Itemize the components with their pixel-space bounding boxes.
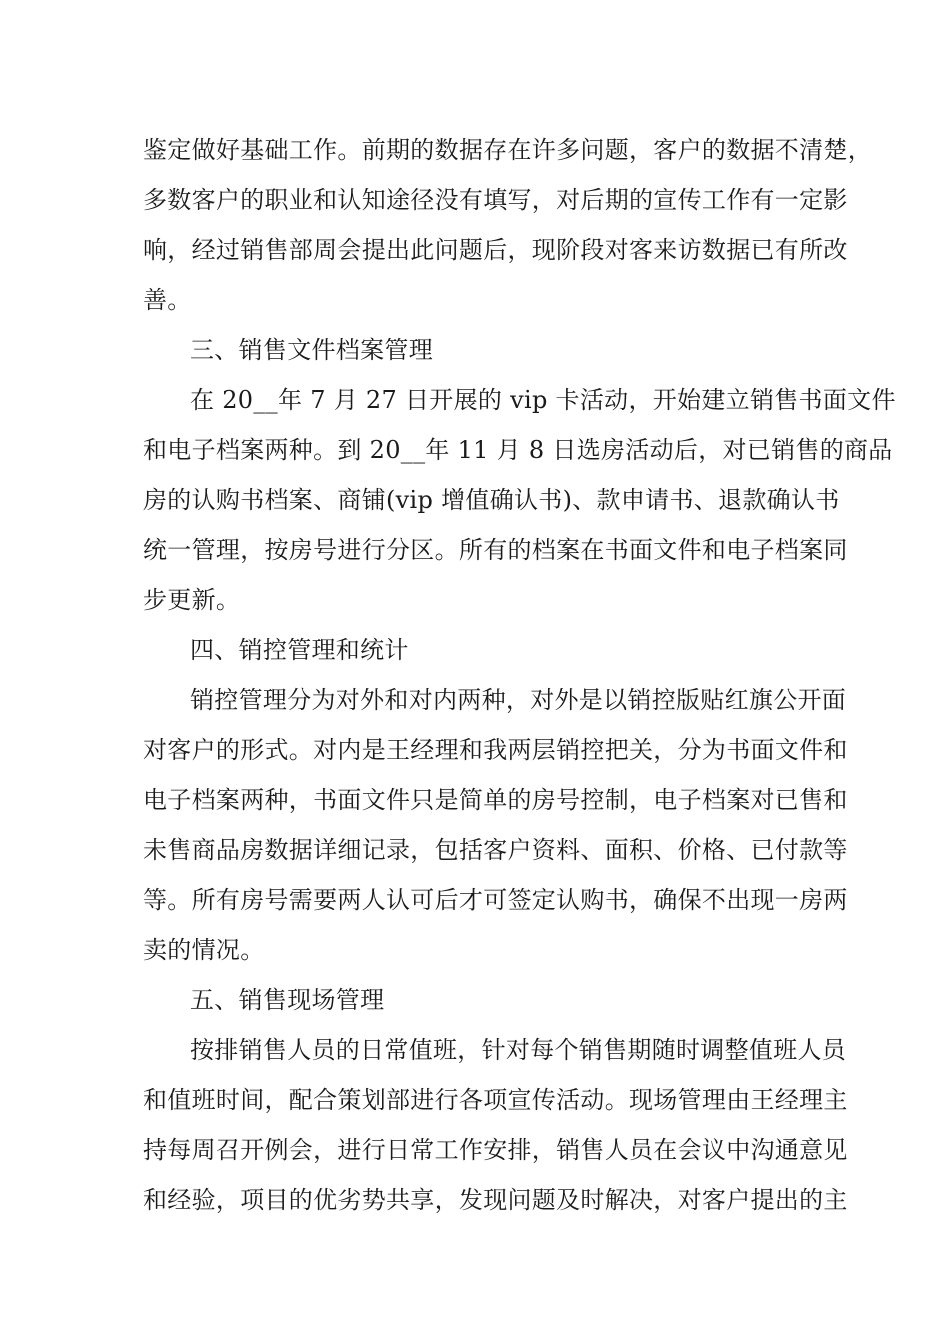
paragraph-line: 销控管理分为对外和对内两种，对外是以销控版贴红旗公开面 <box>190 686 847 714</box>
paragraph-line: 统一管理，按房号进行分区。所有的档案在书面文件和电子档案同 <box>143 536 848 564</box>
paragraph-line: 和值班时间，配合策划部进行各项宣传活动。现场管理由王经理主 <box>143 1086 848 1114</box>
paragraph-line: 和经验，项目的优劣势共享，发现问题及时解决，对客户提出的主 <box>143 1186 848 1214</box>
paragraph-line: 按排销售人员的日常值班，针对每个销售期随时调整值班人员 <box>190 1036 847 1064</box>
paragraph-line: 等。所有房号需要两人认可后才可签定认购书，确保不出现一房两 <box>143 886 848 914</box>
paragraph-line: 对客户的形式。对内是王经理和我两层销控把关，分为书面文件和 <box>143 736 848 764</box>
paragraph-line: 步更新。 <box>143 586 241 614</box>
section-heading: 三、销售文件档案管理 <box>190 336 433 364</box>
paragraph-line: 持每周召开例会，进行日常工作安排，销售人员在会议中沟通意见 <box>143 1136 848 1164</box>
section-heading: 四、销控管理和统计 <box>190 636 409 664</box>
paragraph-line: 未售商品房数据详细记录，包括客户资料、面积、价格、已付款等 <box>143 836 848 864</box>
paragraph-line: 电子档案两种，书面文件只是简单的房号控制，电子档案对已售和 <box>143 786 848 814</box>
paragraph-line: 在 20__年 7 月 27 日开展的 vip 卡活动，开始建立销售书面文件 <box>190 386 896 414</box>
section-heading: 五、销售现场管理 <box>190 986 385 1014</box>
paragraph-line: 多数客户的职业和认知途径没有填写，对后期的宣传工作有一定影 <box>143 186 848 214</box>
paragraph-line: 响，经过销售部周会提出此问题后，现阶段对客来访数据已有所改 <box>143 236 848 264</box>
paragraph-line: 鉴定做好基础工作。前期的数据存在许多问题，客户的数据不清楚， <box>143 136 872 164</box>
paragraph-line: 卖的情况。 <box>143 936 265 964</box>
paragraph-line: 善。 <box>143 286 192 314</box>
paragraph-line: 和电子档案两种。到 20__年 11 月 8 日选房活动后，对已销售的商品 <box>143 436 893 464</box>
paragraph-line: 房的认购书档案、商铺(vip 增值确认书)、款申请书、退款确认书 <box>143 486 840 514</box>
